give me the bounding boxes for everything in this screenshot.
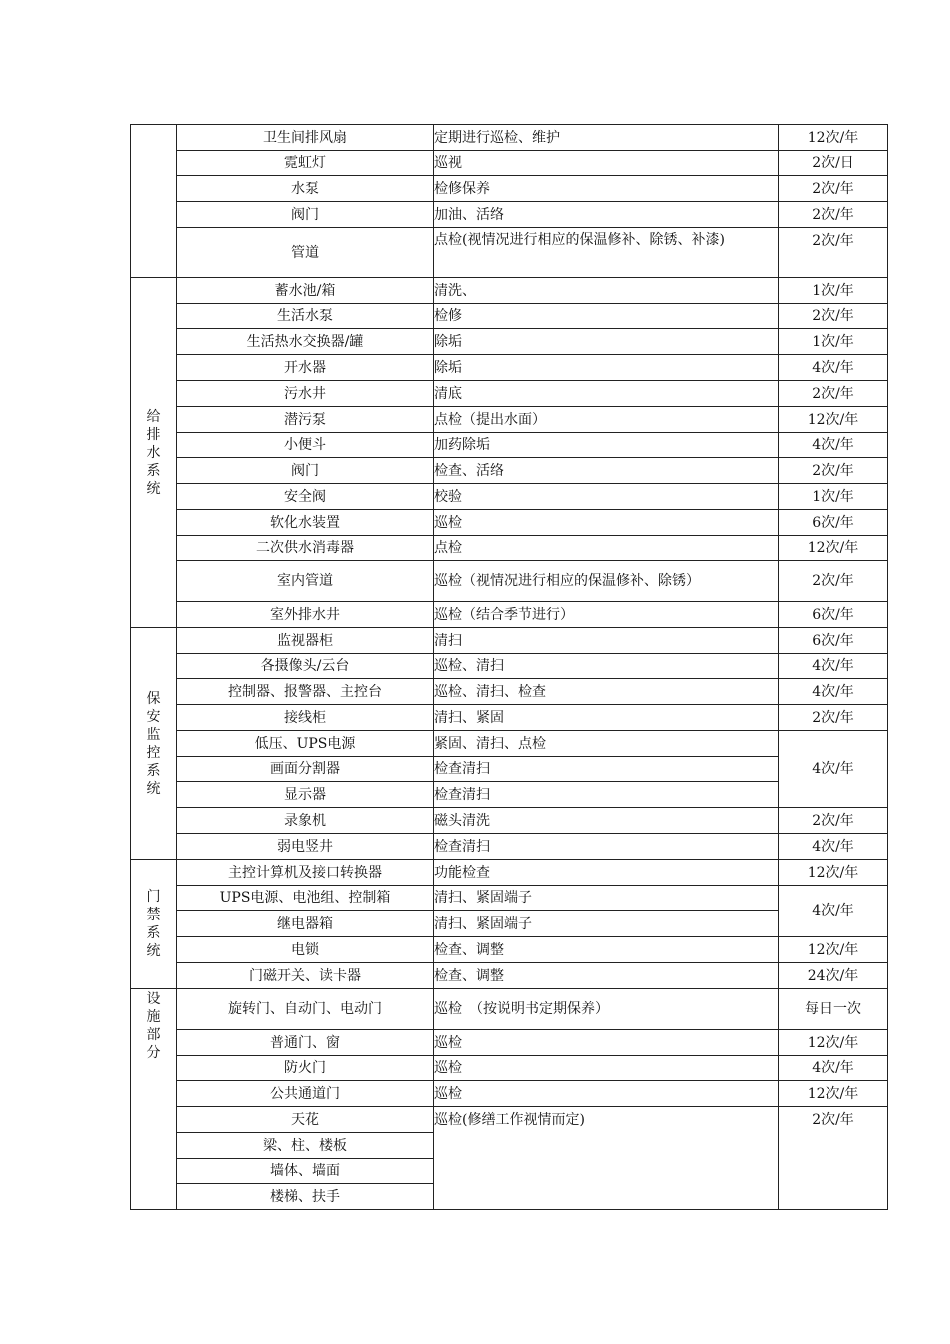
table-row [131,151,888,176]
table-row [131,654,888,679]
work-cell: 清扫、紧固端子 [434,886,779,911]
table-row [131,911,888,937]
frequency-cell: 2次/年 [779,176,888,202]
work-cell: 巡检 [434,1030,779,1056]
table-row [131,1056,888,1081]
frequency-cell: 12次/年 [779,937,888,963]
table-row [131,1107,888,1133]
frequency-cell: 1次/年 [779,484,888,510]
maintenance-schedule-table [130,124,888,1210]
table-row [131,381,888,407]
item-cell: 门磁开关、读卡器 [177,963,434,989]
work-cell: 加油、活络 [434,202,779,228]
table-row [131,536,888,561]
table-row [131,834,888,860]
table-row [131,125,888,151]
item-cell: 主控计算机及接口转换器 [177,860,434,886]
work-cell: 功能检查 [434,860,779,886]
item-cell: 生活热水交换器/罐 [177,329,434,355]
frequency-cell: 12次/年 [779,860,888,886]
frequency-cell: 2次/年 [779,808,888,834]
item-cell: 画面分割器 [177,757,434,782]
frequency-cell: 2次/年 [779,705,888,731]
work-cell: 定期进行巡检、维护 [434,125,779,151]
table-row [131,329,888,355]
item-cell: 潜污泵 [177,407,434,433]
frequency-cell: 4次/年 [779,731,888,808]
item-cell: 弱电竖井 [177,834,434,860]
work-cell: 检查、活络 [434,458,779,484]
item-cell: 楼梯、扶手 [177,1184,434,1210]
table-row [131,1030,888,1056]
table-row [131,561,888,602]
table-row [131,757,888,782]
item-cell: 显示器 [177,782,434,808]
item-cell: 旋转门、自动门、电动门 [177,989,434,1030]
item-cell: 录象机 [177,808,434,834]
work-cell: 巡检（视情况进行相应的保温修补、除锈） [434,561,779,602]
table-row [131,355,888,381]
item-cell: 霓虹灯 [177,151,434,176]
table-row [131,1081,888,1107]
work-cell: 巡检 [434,510,779,536]
table-row [131,860,888,886]
work-cell: 检查清扫 [434,782,779,808]
frequency-cell: 4次/年 [779,433,888,458]
table-row [131,484,888,510]
table-row [131,602,888,628]
work-cell: 加药除垢 [434,433,779,458]
system-label: 给排水系统 [146,408,161,497]
frequency-cell: 1次/年 [779,278,888,304]
table-row [131,433,888,458]
system-label: 保安监控系统 [146,690,161,797]
work-cell: 清扫 [434,628,779,654]
system-label: 设施部分 [146,991,161,1061]
frequency-cell: 4次/年 [779,679,888,705]
frequency-cell: 24次/年 [779,963,888,989]
table-row [131,304,888,329]
item-cell: 小便斗 [177,433,434,458]
frequency-cell: 12次/年 [779,536,888,561]
table-row [131,510,888,536]
item-cell: 梁、柱、楼板 [177,1133,434,1159]
item-cell: 卫生间排风扇 [177,125,434,151]
frequency-cell: 2次/年 [779,381,888,407]
item-cell: 污水井 [177,381,434,407]
work-cell: 巡视 [434,151,779,176]
frequency-cell: 6次/年 [779,602,888,628]
system-cell-water [131,278,177,628]
work-cell: 点检 [434,536,779,561]
item-cell: 室外排水井 [177,602,434,628]
item-cell: 蓄水池/箱 [177,278,434,304]
work-cell: 巡检、清扫、检查 [434,679,779,705]
work-cell: 巡检 [434,1056,779,1081]
frequency-cell: 2次/年 [779,1107,888,1210]
table-row [131,937,888,963]
table-row [131,458,888,484]
item-cell: 控制器、报警器、主控台 [177,679,434,705]
work-cell: 清底 [434,381,779,407]
table-row [131,228,888,278]
work-cell: 校验 [434,484,779,510]
item-cell: 阀门 [177,202,434,228]
work-cell: 磁头清洗 [434,808,779,834]
work-cell: 紧固、清扫、点检 [434,731,779,757]
frequency-cell: 6次/年 [779,510,888,536]
work-cell: 检查清扫 [434,757,779,782]
item-cell: 各摄像头/云台 [177,654,434,679]
frequency-cell: 4次/年 [779,834,888,860]
work-cell: 清扫、紧固 [434,705,779,731]
item-cell: 室内管道 [177,561,434,602]
table-row [131,886,888,911]
item-cell: 水泵 [177,176,434,202]
table-row [131,963,888,989]
frequency-cell: 4次/年 [779,654,888,679]
table-row [131,176,888,202]
table-row [131,808,888,834]
item-cell: 监视器柜 [177,628,434,654]
frequency-cell: 2次/年 [779,202,888,228]
table-row [131,731,888,757]
item-cell: 软化水装置 [177,510,434,536]
table-row [131,407,888,433]
system-cell-facilities [131,989,177,1210]
frequency-cell: 2次/年 [779,228,888,278]
work-cell: 巡检、清扫 [434,654,779,679]
work-cell: 除垢 [434,329,779,355]
item-cell: UPS电源、电池组、控制箱 [177,886,434,911]
work-cell: 清洗、 [434,278,779,304]
work-cell: 检修保养 [434,176,779,202]
item-cell: 天花 [177,1107,434,1133]
item-cell: 开水器 [177,355,434,381]
table-row [131,278,888,304]
frequency-cell: 1次/年 [779,329,888,355]
system-cell-security [131,628,177,860]
frequency-cell: 2次/年 [779,458,888,484]
work-cell: 巡检(修缮工作视情而定) [434,1107,779,1210]
frequency-cell: 2次/年 [779,561,888,602]
frequency-cell: 12次/年 [779,1030,888,1056]
table-row [131,705,888,731]
item-cell: 安全阀 [177,484,434,510]
system-label: 门禁系统 [146,889,161,959]
table-row [131,679,888,705]
item-cell: 生活水泵 [177,304,434,329]
work-cell: 检查清扫 [434,834,779,860]
frequency-cell: 每日一次 [779,989,888,1030]
frequency-cell: 4次/年 [779,1056,888,1081]
item-cell: 继电器箱 [177,911,434,937]
work-cell: 检修 [434,304,779,329]
work-cell: 清扫、紧固端子 [434,911,779,937]
frequency-cell: 2次/年 [779,304,888,329]
frequency-cell: 4次/年 [779,886,888,937]
frequency-cell: 12次/年 [779,407,888,433]
item-cell: 公共通道门 [177,1081,434,1107]
item-cell: 墙体、墙面 [177,1159,434,1184]
table-row [131,202,888,228]
work-cell: 点检（提出水面） [434,407,779,433]
work-cell: 巡检（结合季节进行） [434,602,779,628]
table-row [131,989,888,1030]
item-cell: 阀门 [177,458,434,484]
system-cell-access [131,860,177,989]
work-cell: 除垢 [434,355,779,381]
work-cell: 检查、调整 [434,937,779,963]
item-cell: 防火门 [177,1056,434,1081]
frequency-cell: 2次/日 [779,151,888,176]
item-cell: 接线柜 [177,705,434,731]
frequency-cell: 4次/年 [779,355,888,381]
frequency-cell: 12次/年 [779,1081,888,1107]
item-cell: 管道 [177,228,434,278]
work-cell: 检查、调整 [434,963,779,989]
system-cell [131,125,177,278]
item-cell: 普通门、窗 [177,1030,434,1056]
work-cell: 巡检 [434,1081,779,1107]
frequency-cell: 12次/年 [779,125,888,151]
table-row [131,628,888,654]
table-row [131,782,888,808]
item-cell: 电锁 [177,937,434,963]
frequency-cell: 6次/年 [779,628,888,654]
item-cell: 二次供水消毒器 [177,536,434,561]
work-cell: 点检(视情况进行相应的保温修补、除锈、补漆) [434,228,779,278]
work-cell: 巡检 （按说明书定期保养） [434,989,779,1030]
item-cell: 低压、UPS电源 [177,731,434,757]
